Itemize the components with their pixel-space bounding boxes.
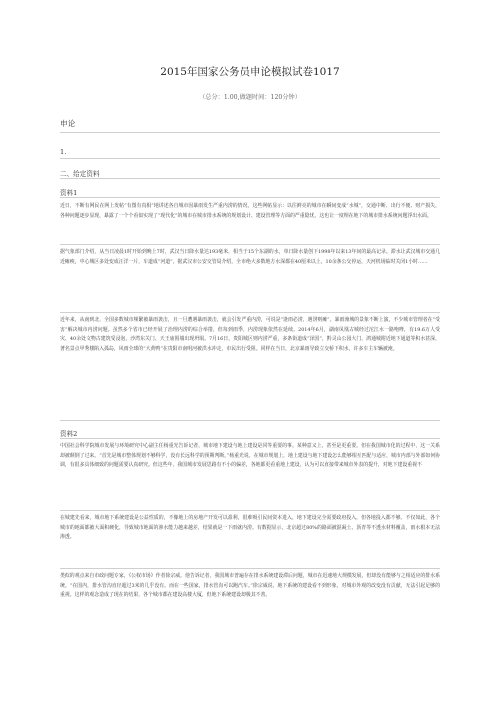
divider xyxy=(60,244,440,245)
divider xyxy=(60,132,440,133)
exam-meta: （总分：1.00,做题时间：120分钟） xyxy=(199,94,301,101)
divider xyxy=(60,158,440,159)
material1-paragraph-2: 据气象部门介绍，从当日凌晨1时开始到晚上7时，武汉当日降水量达193毫米，相当于15个东湖的水，单日降水量创下1998年以来13年间的最高记录。滞水让武汉城市交通几近瘫痪，中心城区多处变成汪洋一片，车道成“河道”，据武汉市公安交管局介绍，全市绝大多数地方水深都在40厘米以上，10余条公交停运，天河机场临时关闭1小时…… xyxy=(60,249,440,265)
material1-label: 资料1 xyxy=(60,189,78,197)
divider xyxy=(60,312,440,313)
material1-paragraph-3: 近年来，从南到北，全国多数城市频繁被暴雨袭击，且一旦遭遇暴雨袭击，就会引发严重内涝，可说是“逢雨必涝，遇涝则瘫”。暴雨淹城的景象不断上演，不少城市管理者在“受害”解决城市内涝问题。虽然多个省市已经开展了治理内涝的综合举措，但每到雨季，内涝现象依然在延续。2014年6月，湖南凤凰古城经过沱江水一路咆哮，有19.6万人受灾、40余处文物古建筑受浸泡，沙湾东关门、天王庙围墙出现坍塌。7月16日，贵阳城区则内涝严重，多条街道成“泽国”，黔灵山公园大门、鸿通城附近地下通道等积水甚深，著名景点甲秀楼陷入孤岛，风雨全球的“大黄鸭”在贵阳市南明河被洪水冲走，市民出行受阻。同样在当日，北京暴雨导致立交桥下积水，许多车主车辆被淹。 xyxy=(60,317,440,352)
section-heading: 申论 xyxy=(60,119,76,128)
divider xyxy=(60,178,440,179)
material2-paragraph-3: 类似的观点来自市政问题专家，《公权市场》作者徐宗威。他告诉记者，我国城市普遍存在排水系统建设滞后问题，城市在迅速地大规模发展，但却没有能够与之相适应的排水系统。“在国内，排水管沟直径超过3米的几乎没有。而在一些国家，排水管沟可以跑汽车。”徐宗威说，地下系统的建设看不到形象，对城市外观的改变没有贡献，无法引起足够的重视。这样的观念造成了现在的结果，各个城市都在建设高楼大厦，但地下系统建设却极其不善。 xyxy=(60,573,440,599)
material1-paragraph-1: 近日，不断有网民在网上发帖“有图有真相”地讲述各自城市因暴雨发生严重内涝的情况，这些网帖显示：以往鲜亮的城市在瞬间变成“水城”，交通中断、出行不便、财产损失，各种问题逐步显现，暴露了一个个看似实现了“现代化”的城市在城市排水系统的规划设计、建设管理等方面的严重隐忧，这也让一度埋在地下的城市排水系统问题浮出水面。 xyxy=(60,203,440,219)
divider xyxy=(60,420,440,421)
given-materials-heading: 二、给定资料 xyxy=(60,170,100,178)
material2-paragraph-2: 在城建先看来，城市地下系统建设是公益性质的，不像地上的房地产开发可以盈利，很难吸引民间资本进入，地下建设完全需要政府投入，但各地投入都不够。不仅如此，各个城市的地面都被大面积硬化，导致城市地面的渗水能力越来越差，结果就是一下雨就内涝。有数据显示，北京超过80%的路面被混凝土、沥青等不透水材料覆盖，雨水根本无法渗透。 xyxy=(60,515,440,541)
material2-label: 资料2 xyxy=(60,430,78,438)
exam-title: 2015年国家公务员申论模拟试卷1017 xyxy=(160,66,340,78)
divider xyxy=(60,438,440,439)
divider xyxy=(60,197,440,198)
divider xyxy=(60,568,440,569)
material2-paragraph-1: 中国社会科学院城市发展与环境研究中心副主任杨重光告诉记者，城市地下建设与地上建设是同等重要的事。某种意义上，甚至是更重要。但在我国城市化的过程中，这一关系却被颠倒了过来。“首先是城市整体规划不够科学，没有长远科学的预期判断。”杨重光说，在城市规划上，地上建设与地下建设怎么能够相互匹配与适应，城市内部与外部如何协调，有很多具体细致的问题需要认真研究。但这些年，我国城市发展思路有不小的偏差，各地都更看重地上建设，认为可以直接带来城市外表的提升，对地下建设重视不 xyxy=(60,443,440,469)
question-number: 1. xyxy=(60,148,67,156)
divider xyxy=(60,510,440,511)
